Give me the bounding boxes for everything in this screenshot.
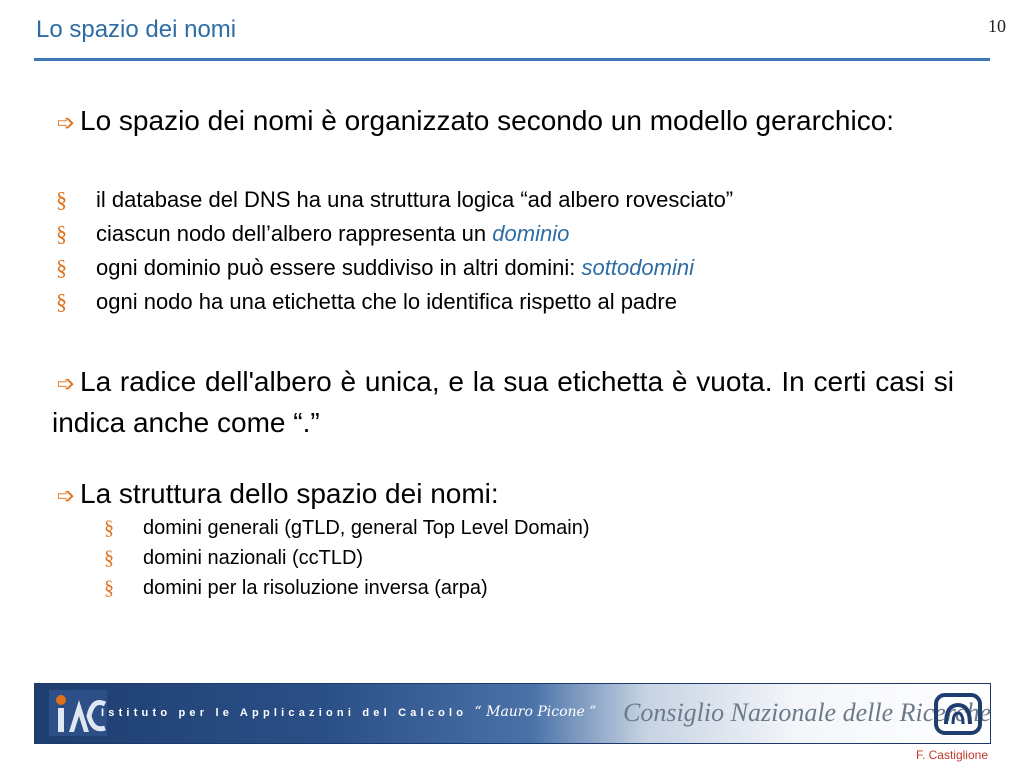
sub-item-text: ciascun nodo dell’albero rappresenta un xyxy=(96,221,487,246)
arrow-bullet-icon: ➩ xyxy=(56,483,76,508)
sub-item xyxy=(52,285,677,319)
title-rule xyxy=(34,58,990,61)
sub-item-text: domini nazionali (ccTLD) xyxy=(143,547,364,569)
institute-label: Istituto per le Applicazioni del Calcolo xyxy=(101,707,468,719)
section-bullet-icon: § xyxy=(104,517,114,539)
author-credit: F. Castiglione xyxy=(915,748,988,762)
sub-item xyxy=(104,573,488,603)
footer-banner xyxy=(34,683,991,744)
cnr-name: Consiglio Nazionale delle Ricerche xyxy=(623,698,992,727)
arrow-bullet-icon: ➩ xyxy=(56,110,76,135)
bullet-3 xyxy=(52,474,954,515)
highlight-term: dominio xyxy=(492,221,570,246)
bullet-2 xyxy=(52,362,954,442)
sub-item-text: ogni dominio può essere suddiviso in altri domini: xyxy=(96,255,576,280)
sub-item xyxy=(52,251,694,285)
page-number: 10 xyxy=(988,16,1006,36)
bullet-1 xyxy=(52,101,954,142)
highlight-term: sottodomini xyxy=(581,255,695,280)
cnr-logo xyxy=(933,692,983,736)
bullet-1-text: Lo spazio dei nomi è organizzato secondo un modello gerarchico: xyxy=(80,105,895,136)
sub-item xyxy=(104,543,363,573)
bullet-3-text: La struttura dello spazio dei nomi: xyxy=(80,478,499,509)
section-bullet-icon: § xyxy=(56,187,67,212)
sub-item-text: il database del DNS ha una struttura logica “ad albero rovesciato” xyxy=(96,187,734,212)
sub-item-text: domini generali (gTLD, general Top Level Domain) xyxy=(143,517,590,539)
sub-item-text: ogni nodo ha una etichetta che lo identifica rispetto al padre xyxy=(96,289,677,314)
arrow-bullet-icon: ➩ xyxy=(56,371,76,396)
sub-item xyxy=(104,513,590,543)
section-bullet-icon: § xyxy=(104,577,114,599)
slide-title: Lo spazio dei nomi xyxy=(36,16,237,43)
institute-script: “ Mauro Picone ” xyxy=(474,704,597,720)
sub-item xyxy=(52,217,569,251)
sub-item-text: domini per la risoluzione inversa (arpa) xyxy=(143,577,488,599)
sub-item xyxy=(52,183,733,217)
iac-logo xyxy=(49,690,107,736)
section-bullet-icon: § xyxy=(56,221,67,246)
institute-name xyxy=(101,704,596,720)
section-bullet-icon: § xyxy=(104,547,114,569)
bullet-2-text: La radice dell'albero è unica, e la sua etichetta è vuota. In certi casi si indica anche come “.” xyxy=(52,366,954,438)
section-bullet-icon: § xyxy=(56,255,67,280)
section-bullet-icon: § xyxy=(56,289,67,314)
